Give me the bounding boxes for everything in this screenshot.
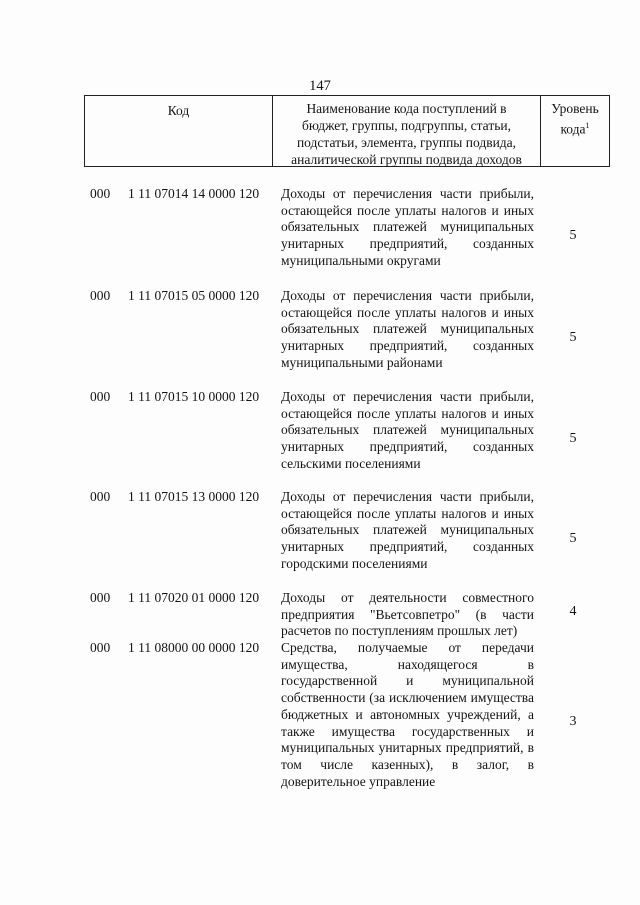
row-name: Доходы от перечисления части прибыли, остающейся после уплаты налогов и иных обязательных платежей муниципальных унитарных предприятий, созданных муниципальными округами: [281, 186, 534, 268]
header-name: Наименование кода поступлений в бюджет, группы, подгруппы, статьи, подстатьи, элемента, группы подвида, аналитической группы подвида доходов: [273, 96, 541, 166]
row-level: 5: [569, 431, 577, 446]
row-prefix: 000: [90, 389, 111, 404]
row-name: Доходы от деятельности совместного предприятия "Вьетсовпетро" (в части расчетов по поступлениям прошлых лет): [281, 590, 534, 639]
row-name: Доходы от перечисления части прибыли, остающейся после уплаты налогов и иных обязательных платежей муниципальных унитарных предприятий, созданных городскими поселениями: [281, 489, 534, 571]
row-prefix: 000: [90, 186, 111, 201]
row-code: 1 11 07015 05 0000 120: [128, 288, 260, 303]
row-code: 1 11 07015 13 0000 120: [128, 489, 260, 504]
row-name: Средства, получаемые от передачи имущества, находящегося в государственной и муниципальной собственности (за исключением имущества бюджетных и автономных учреждений, а также имущества государственных и муниципальных унитарных предприятий, в том числе казенных), в залог, в доверительное управление: [281, 640, 534, 789]
row-level: 3: [569, 714, 577, 729]
row-level: 4: [569, 604, 577, 619]
row-code: 1 11 07014 14 0000 120: [128, 186, 260, 201]
row-code: 1 11 07015 10 0000 120: [128, 389, 260, 404]
row-prefix: 000: [90, 489, 111, 504]
row-prefix: 000: [90, 288, 111, 303]
row-level: 5: [569, 330, 577, 345]
row-name: Доходы от перечисления части прибыли, остающейся после уплаты налогов и иных обязательных платежей муниципальных унитарных предприятий, созданных муниципальными районами: [281, 288, 534, 370]
header-level-label: Уровень кода: [551, 101, 599, 137]
row-code: 1 11 07020 01 0000 120: [128, 590, 260, 605]
header-level-footnote: 1: [585, 121, 590, 130]
row-name: Доходы от перечисления части прибыли, остающейся после уплаты налогов и иных обязательных платежей муниципальных унитарных предприятий, созданных сельскими поселениями: [281, 389, 534, 471]
row-prefix: 000: [90, 590, 111, 605]
row-level: 5: [569, 531, 577, 546]
row-level: 5: [569, 228, 577, 243]
page-number: 147: [309, 78, 331, 94]
header-code: Код: [85, 96, 273, 166]
row-code: 1 11 08000 00 0000 120: [128, 640, 260, 655]
row-prefix: 000: [90, 640, 111, 655]
